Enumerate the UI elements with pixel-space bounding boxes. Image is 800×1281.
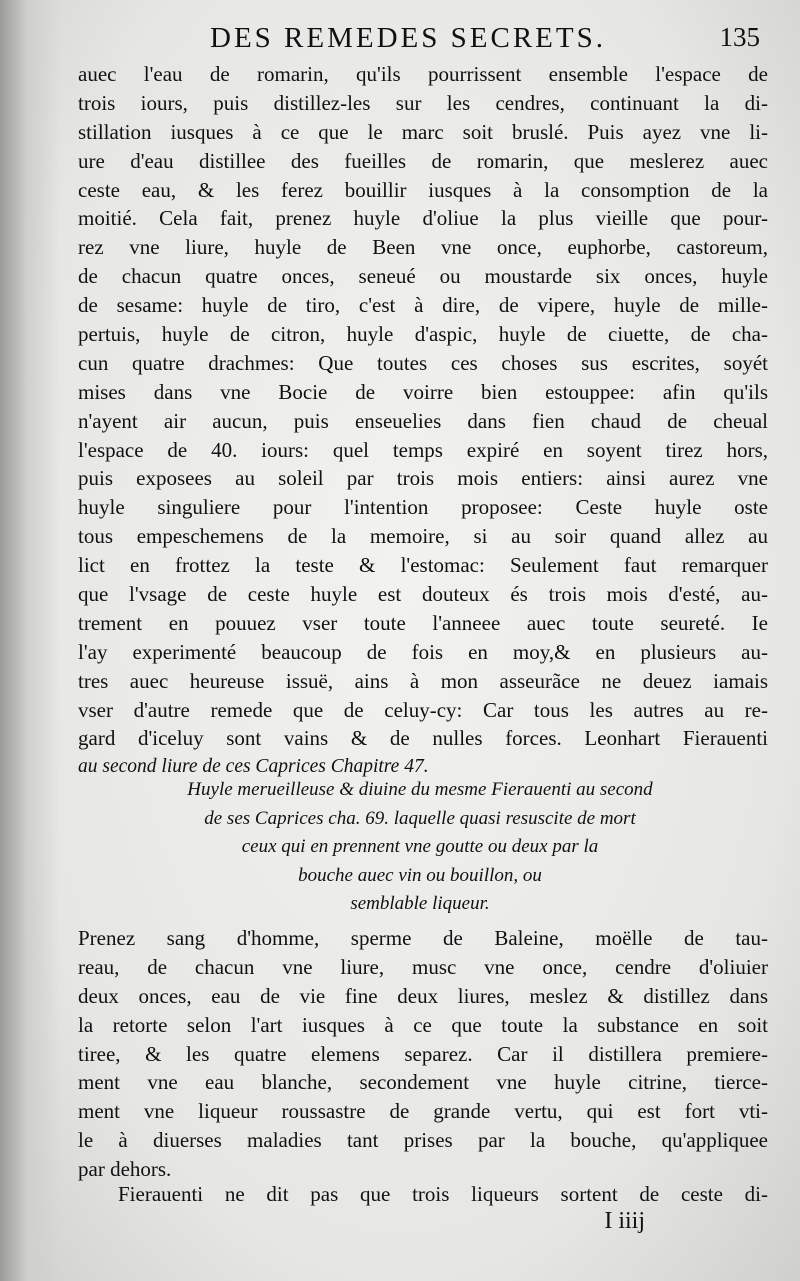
text-line: de sesame: huyle de tiro, c'est à dire, de vipere, huyle de mille- (78, 293, 768, 318)
signature-mark: I iiij (604, 1208, 645, 1234)
text-line: puis exposees au soleil par trois mois entiers: ainsi aurez vne (78, 466, 768, 491)
recipe-heading (100, 776, 740, 919)
text-line: trement en pouuez vser toute l'anneee auec toute seureté. Ie (78, 610, 768, 635)
running-title: DES REMEDES SECRETS. (210, 22, 606, 54)
text-line: l'espace de 40. iours: quel temps expiré en soyent tirez hors, (78, 437, 768, 462)
page-header (60, 20, 760, 60)
text-line: tous empeschemens de la memoire, si au soir quand allez au (78, 524, 768, 549)
heading-line: ceux qui en prennent vne goutte ou deux par la (241, 836, 599, 858)
heading-line: de ses Caprices cha. 69. laquelle quasi resuscite de mort (204, 807, 636, 829)
text-line: de chacun quatre onces, seneué ou moustarde six onces, huyle (78, 264, 768, 289)
text-line: pertuis, huyle de citron, huyle d'aspic, huyle de ciuette, de cha- (78, 322, 768, 347)
text-line: rez vne liure, huyle de Been vne once, euphorbe, castoreum, (78, 235, 768, 260)
text-line: Fierauenti ne dit pas que trois liqueurs sortent de ceste di- (118, 1182, 768, 1206)
text-line: stillation iusques à ce que le marc soit bruslé. Puis ayez vne li- (78, 119, 768, 144)
paragraph-oil-of-rosemary (78, 60, 768, 782)
heading-line: semblable liqueur. (350, 893, 490, 915)
source-citation: au second liure de ces Caprices Chapitre 47. (78, 756, 429, 778)
text-line: ceste eau, & les ferez bouillir iusques à la consomption de la (78, 177, 768, 202)
page-gutter-shadow (0, 0, 60, 1281)
paragraph-fierauenti-note (118, 1180, 768, 1209)
text-line: reau, de chacun vne liure, musc vne once, cendre d'oliuier (78, 954, 768, 979)
text-line: par dehors. (78, 1157, 172, 1182)
heading-line: Huyle merueilleuse & diuine du mesme Fierauenti au second (187, 779, 653, 800)
text-line: trois iours, puis distillez-les sur les cendres, continuant la di- (78, 90, 768, 115)
text-line: huyle singuliere pour l'intention proposee: Ceste huyle oste (78, 495, 768, 520)
text-line: auec l'eau de romarin, qu'ils pourrissent ensemble l'espace de (78, 62, 768, 86)
text-line: deux onces, eau de vie fine deux liures, meslez & distillez dans (78, 983, 768, 1008)
text-line: gard d'iceluy sont vains & de nulles forces. Leonhart Fierauenti (78, 726, 768, 751)
text-line: Prenez sang d'homme, sperme de Baleine, moëlle de tau- (78, 926, 768, 950)
text-line: moitié. Cela fait, prenez huyle d'oliue la plus vieille que pour- (78, 206, 768, 231)
text-line: mises dans vne Bocie de voirre bien estouppee: afin qu'ils (78, 379, 768, 404)
text-line: ment vne liqueur roussastre de grande vertu, qui est fort vti- (78, 1099, 768, 1124)
text-line: cun quatre drachmes: Que toutes ces choses sus escrites, soyét (78, 350, 768, 375)
text-line: ure d'eau distillee des fueilles de romarin, que meslerez auec (78, 148, 768, 173)
text-line: n'ayent air aucun, puis enseuelies dans fien chaud de cheual (78, 408, 768, 433)
text-line: la retorte selon l'art iusques à ce que toute la substance en soit (78, 1012, 768, 1037)
paragraph-human-blood-recipe (78, 924, 768, 1184)
text-line: lict en frottez la teste & l'estomac: Seulement faut remarquer (78, 553, 768, 578)
heading-line: bouche auec vin ou bouillon, ou (298, 864, 542, 886)
text-line: que l'vsage de ceste huyle est douteux és trois mois d'esté, au- (78, 582, 768, 607)
text-line: tiree, & les quatre elemens separez. Car il distillera premiere- (78, 1041, 768, 1066)
text-line: le à diuerses maladies tant prises par la bouche, qu'appliquee (78, 1128, 768, 1153)
text-line: l'ay experimenté beaucoup de fois en moy,& en plusieurs au- (78, 639, 768, 664)
text-line: vser d'autre remede que de celuy-cy: Car tous les autres au re- (78, 697, 768, 722)
page-number: 135 (719, 22, 760, 52)
text-line: ment vne eau blanche, secondement vne huyle citrine, tierce- (78, 1070, 768, 1095)
text-line: tres auec heureuse issuë, ains à mon asseurãce ne deuez iamais (78, 668, 768, 693)
